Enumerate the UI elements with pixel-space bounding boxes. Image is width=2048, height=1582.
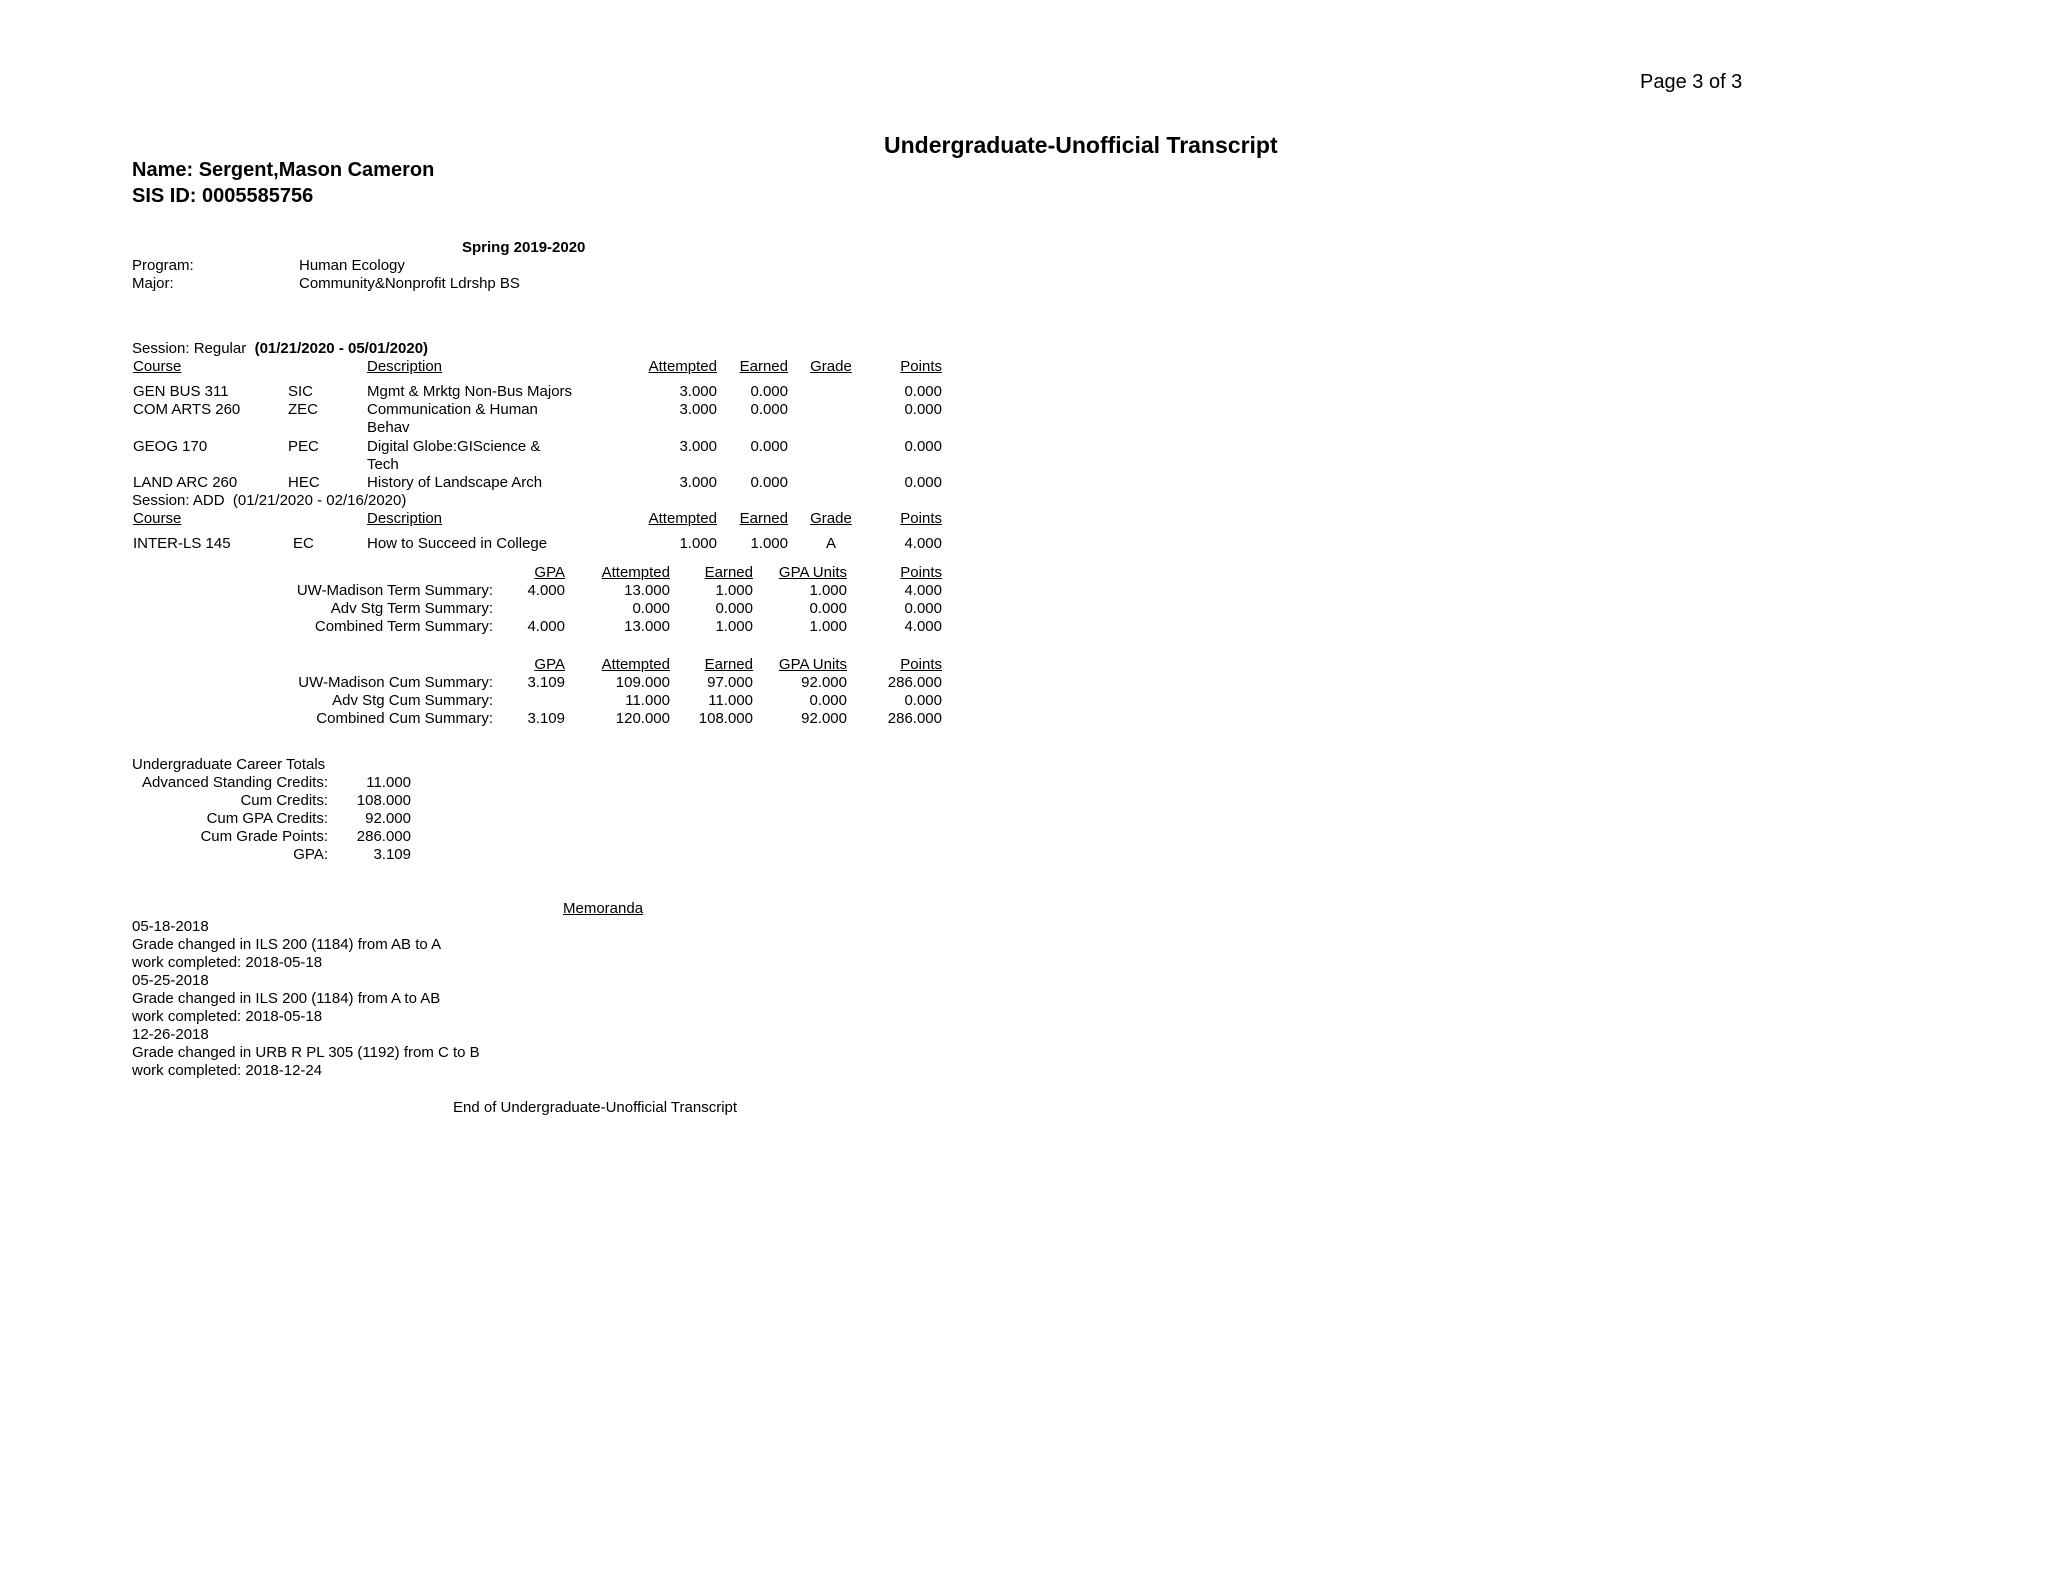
course-attempted: 3.000	[679, 383, 717, 400]
course-description: Mgmt & Mrktg Non-Bus Majors	[367, 383, 573, 400]
course-code: ZEC	[288, 401, 318, 418]
session-add-header	[132, 492, 406, 510]
summary-earned: 1.000	[715, 618, 753, 635]
course-points: 0.000	[904, 401, 942, 418]
program-value: Human Ecology	[299, 257, 405, 274]
sum-col-gpa: GPA	[534, 564, 565, 581]
course-attempted: 3.000	[679, 438, 717, 455]
summary-gpa-units: 0.000	[809, 600, 847, 617]
summary-label: Adv Stg Term Summary:	[330, 600, 493, 617]
course-description: How to Succeed in College	[367, 535, 548, 552]
course-description: History of Landscape Arch	[367, 474, 543, 491]
memoranda-title: Memoranda	[563, 900, 644, 917]
summary-gpa: 3.109	[527, 710, 565, 727]
course-code: PEC	[288, 438, 319, 455]
summary-attempted: 109.000	[615, 674, 670, 691]
col-course: Course	[133, 510, 182, 527]
summary-points: 286.000	[887, 710, 942, 727]
col-earned: Earned	[739, 510, 788, 527]
course-points: 4.000	[904, 535, 942, 552]
career-total-value: 286.000	[356, 828, 411, 845]
career-total-label: Cum GPA Credits:	[206, 810, 328, 827]
summary-earned: 108.000	[698, 710, 753, 727]
career-total-label: Cum Grade Points:	[200, 828, 328, 845]
course-description: Communication & Human	[367, 401, 538, 418]
course-points: 0.000	[904, 474, 942, 491]
course-number: COM ARTS 260	[133, 401, 241, 418]
course-code: HEC	[288, 474, 320, 491]
summary-attempted: 11.000	[625, 692, 670, 709]
course-earned: 0.000	[750, 474, 788, 491]
career-total-label: GPA:	[293, 846, 328, 863]
summary-points: 4.000	[904, 618, 942, 635]
document-title: Undergraduate-Unofficial Transcript	[884, 132, 1278, 158]
summary-attempted: 13.000	[624, 582, 670, 599]
memo-line: Grade changed in ILS 200 (1184) from A to AB	[132, 990, 441, 1007]
col-points: Points	[900, 510, 942, 527]
memo-line: 05-18-2018	[132, 918, 209, 935]
summary-label: UW-Madison Cum Summary:	[298, 674, 493, 691]
summary-attempted: 120.000	[615, 710, 670, 727]
col-description: Description	[367, 510, 443, 527]
memo-line: work completed: 2018-05-18	[132, 1008, 323, 1025]
course-number: GEOG 170	[133, 438, 208, 455]
course-code: SIC	[288, 383, 314, 400]
summary-earned: 0.000	[715, 600, 753, 617]
program-label: Program:	[132, 257, 194, 274]
summary-points: 0.000	[904, 600, 942, 617]
course-attempted: 1.000	[679, 535, 717, 552]
sum-col-gpa-units: GPA Units	[778, 564, 847, 581]
course-points: 0.000	[904, 438, 942, 455]
end-of-transcript: End of Undergraduate-Unofficial Transcript	[453, 1099, 738, 1116]
col-earned: Earned	[739, 358, 788, 375]
sum-col-points: Points	[900, 656, 942, 673]
session-regular-header	[132, 340, 428, 358]
session-add-dates: (01/21/2020 - 02/16/2020)	[232, 492, 407, 509]
course-grade: A	[825, 535, 836, 552]
summary-earned: 97.000	[707, 674, 753, 691]
summary-points: 286.000	[887, 674, 942, 691]
student-name: Name: Sergent,Mason Cameron	[132, 159, 435, 181]
summary-gpa-units: 1.000	[809, 618, 847, 635]
memo-line: work completed: 2018-12-24	[132, 1062, 323, 1079]
summary-gpa-units: 92.000	[801, 710, 847, 727]
sum-col-attempted: Attempted	[601, 564, 670, 581]
course-code: EC	[293, 535, 314, 552]
course-number: INTER-LS 145	[133, 535, 231, 552]
col-grade: Grade	[810, 510, 852, 527]
summary-label: Combined Cum Summary:	[316, 710, 493, 727]
summary-points: 0.000	[904, 692, 942, 709]
course-attempted: 3.000	[679, 401, 717, 418]
career-total-value: 108.000	[356, 792, 411, 809]
page-number: Page 3 of 3	[1640, 71, 1743, 93]
major-value: Community&Nonprofit Ldrshp BS	[299, 275, 520, 292]
col-description: Description	[367, 358, 443, 375]
memo-line: work completed: 2018-05-18	[132, 954, 323, 971]
course-earned: 0.000	[750, 401, 788, 418]
summary-label: Adv Stg Cum Summary:	[332, 692, 493, 709]
sum-col-gpa: GPA	[534, 656, 565, 673]
session-add-label: Session: ADD	[132, 492, 225, 509]
course-description: Digital Globe:GIScience &	[367, 438, 541, 455]
career-total-value: 11.000	[366, 774, 411, 791]
summary-label: UW-Madison Term Summary:	[296, 582, 493, 599]
summary-gpa-units: 92.000	[801, 674, 847, 691]
summary-gpa: 3.109	[527, 674, 565, 691]
course-earned: 0.000	[750, 383, 788, 400]
sum-col-gpa-units: GPA Units	[778, 656, 847, 673]
career-totals-title: Undergraduate Career Totals	[132, 756, 326, 773]
sum-col-attempted: Attempted	[601, 656, 670, 673]
summary-earned: 1.000	[715, 582, 753, 599]
career-total-label: Advanced Standing Credits:	[142, 774, 328, 791]
sum-col-earned: Earned	[704, 656, 753, 673]
memo-line: 05-25-2018	[132, 972, 209, 989]
career-total-label: Cum Credits:	[240, 792, 328, 809]
col-course: Course	[133, 358, 182, 375]
course-description-cont: Behav	[367, 419, 410, 436]
session-regular-label: Session: Regular	[132, 340, 247, 357]
summary-gpa: 4.000	[527, 618, 565, 635]
summary-gpa-units: 1.000	[809, 582, 847, 599]
summary-points: 4.000	[904, 582, 942, 599]
memo-line: 12-26-2018	[132, 1026, 209, 1043]
summary-label: Combined Term Summary:	[314, 618, 493, 635]
summary-gpa-units: 0.000	[809, 692, 847, 709]
major-label: Major:	[132, 275, 174, 292]
course-number: LAND ARC 260	[133, 474, 238, 491]
student-sis-id: SIS ID: 0005585756	[132, 185, 314, 207]
course-earned: 1.000	[750, 535, 788, 552]
course-earned: 0.000	[750, 438, 788, 455]
sum-col-earned: Earned	[704, 564, 753, 581]
summary-attempted: 13.000	[624, 618, 670, 635]
course-number: GEN BUS 311	[133, 383, 229, 400]
summary-gpa: 4.000	[527, 582, 565, 599]
sum-col-points: Points	[900, 564, 942, 581]
memo-line: Grade changed in URB R PL 305 (1192) from C to B	[132, 1044, 480, 1061]
col-points: Points	[900, 358, 942, 375]
term-title: Spring 2019-2020	[462, 239, 586, 256]
col-grade: Grade	[810, 358, 852, 375]
col-attempted: Attempted	[648, 510, 717, 527]
col-attempted: Attempted	[648, 358, 717, 375]
career-total-value: 92.000	[365, 810, 411, 827]
course-points: 0.000	[904, 383, 942, 400]
summary-earned: 11.000	[708, 692, 753, 709]
summary-attempted: 0.000	[632, 600, 670, 617]
course-attempted: 3.000	[679, 474, 717, 491]
career-total-value: 3.109	[373, 846, 411, 863]
course-description-cont: Tech	[367, 456, 399, 473]
session-regular-dates: (01/21/2020 - 05/01/2020)	[254, 340, 429, 357]
memo-line: Grade changed in ILS 200 (1184) from AB to A	[132, 936, 442, 953]
